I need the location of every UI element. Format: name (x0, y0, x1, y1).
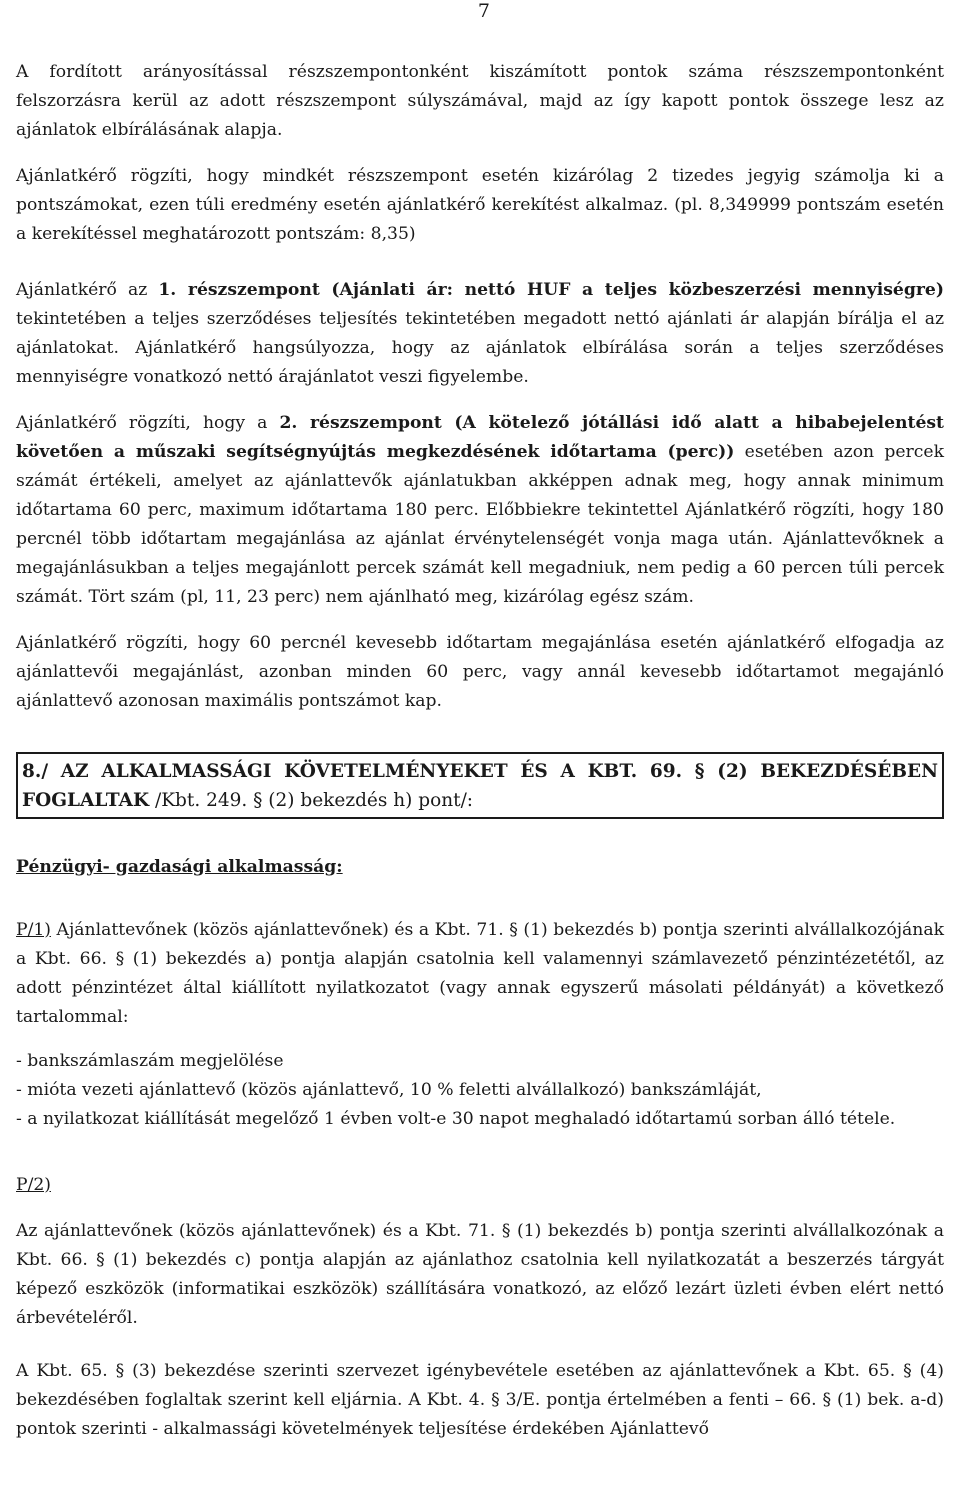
criterion-2-title: 2. részszempont (A kötelező jótállási idő alatt a hibabejelentést követően a műszaki segítségnyújtás megkezdésének időtartama (perc)) (16, 413, 944, 462)
section-heading-box (16, 752, 944, 819)
section-heading-bold: 8./ AZ ALKALMASSÁGI KÖVETELMÉNYEKET ÉS A KBT. 69. § (2) BEKEZDÉSÉBEN FOGLALTAK (22, 761, 938, 811)
paragraph-p1 (16, 916, 944, 1032)
criterion-1-title: 1. részszempont (Ajánlati ár: nettó HUF a teljes közbeszerzési mennyiségre) (158, 280, 945, 300)
p2-label-text: P/2) (16, 1175, 51, 1195)
criterion-2-body: esetében azon percek számát értékeli, amelyet az ajánlattevők ajánlatukban akképpen adnak meg, hogy annak minimum időtartama 60 perc, maximum időtartama 180 perc. Előbbiekre tekintettel Ajánlatkérő rögzíti, hogy 180 percnél több időtartam megajánlása az ajánlat érvénytelenségét vonja maga után. Ajánlattevőknek a megajánlásukban a teljes megajánlott percek számát kell megadniuk, nem pedig a 60 percen túli percek számát. Tört szám (pl, 11, 23 perc) nem ajánlható meg, kizárólag egész szám. (16, 442, 944, 607)
subheading-financial-text: Pénzügyi- gazdasági alkalmasság: (16, 857, 343, 877)
paragraph-rounding: Ajánlatkérő rögzíti, hogy mindkét részszempont esetén kizárólag 2 tizedes jegyig számolja ki a pontszámokat, ezen túli eredmény esetén ajánlatkérő kerekítést alkalmaz. (pl. 8,349999 pontszám esetén a kerekítéssel meghatározott pontszám: 8,35) (16, 166, 944, 244)
paragraph-capacity-reliance: A Kbt. 65. § (3) bekezdése szerinti szervezet igénybevétele esetében az ajánlattevőnek a Kbt. 65. § (4) bekezdésében foglaltak szerint kell eljárnia. A Kbt. 4. § 3/E. pontja értelmében a fenti – 66. § (1) bek. a-d) pontok szerinti - alkalmassági követelmények teljesítése érdekében Ajánlattevő (16, 1361, 944, 1439)
section-heading-reference: /Kbt. 249. § (2) bekezdés h) pont/: (149, 790, 474, 811)
list-item: - bankszámlaszám megjelölése (16, 1051, 284, 1071)
list-item: - mióta vezeti ajánlattevő (közös ajánlattevő, 10 % feletti alvállalkozó) bankszámláját, (16, 1080, 762, 1100)
page-number: 7 (477, 0, 490, 22)
p1-label: P/1) (16, 920, 51, 940)
criterion-1-body: tekintetében a teljes szerződéses teljesítés tekintetében megadott nettó ajánlati ár alapján bírálja el az ajánlatokat. Ajánlatkérő hangsúlyozza, hogy az ajánlatok elbírálása során a teljes szerződéses mennyiségre vonatkozó nettó árajánlatot veszi figyelembe. (16, 309, 944, 387)
criterion-1-lead: Ajánlatkérő az (16, 280, 159, 300)
document-body (16, 58, 944, 1444)
paragraph-criterion-1 (16, 276, 944, 392)
paragraph-under-60-minutes: Ajánlatkérő rögzíti, hogy 60 percnél kevesebb időtartam megajánlása esetén ajánlatkérő elfogadja az ajánlattevői megajánlást, azonban minden 60 perc, vagy annál kevesebb időtartamot megajánló ajánlattevő azonosan maximális pontszámot kap. (16, 633, 944, 711)
p1-text: Ajánlattevőnek (közös ajánlattevőnek) és a Kbt. 71. § (1) bekezdés b) pontja szerinti alvállalkozójának a Kbt. 66. § (1) bekezdés a) pontja alapján csatolnia kell valamennyi számlavezető pénzintézetétől, az adott pénzintézet által kiállított nyilatkozatot (vagy annak egyszerű másolati példányát) a következő tartalommal: (16, 920, 944, 1027)
paragraph-p2: Az ajánlattevőnek (közös ajánlattevőnek) és a Kbt. 71. § (1) bekezdés b) pontja szerinti alvállalkozónak a Kbt. 66. § (1) bekezdés c) pontja alapján az ajánlathoz csatolnia kell nyilatkozatát a beszerzés tárgyát képező eszközök (informatikai eszközök) szállítására vonatkozó, az előző lezárt üzleti évben elért nettó árbevételéről. (16, 1221, 944, 1328)
paragraph-scoring-basis: A fordított arányosítással részszempontonként kiszámított pontok száma részszempontonként felszorzásra kerül az adott részszempont súlyszámával, majd az így kapott pontok összege lesz az ajánlatok elbírálásának alapja. (16, 62, 944, 140)
criterion-2-lead: Ajánlatkérő rögzíti, hogy a (16, 413, 280, 433)
subheading-financial (16, 853, 944, 882)
paragraph-criterion-2 (16, 409, 944, 612)
p2-label (16, 1171, 944, 1200)
list-item: - a nyilatkozat kiállítását megelőző 1 évben volt-e 30 napot meghaladó időtartamú sorban álló tétele. (16, 1109, 896, 1129)
p1-requirements-list (16, 1047, 944, 1134)
